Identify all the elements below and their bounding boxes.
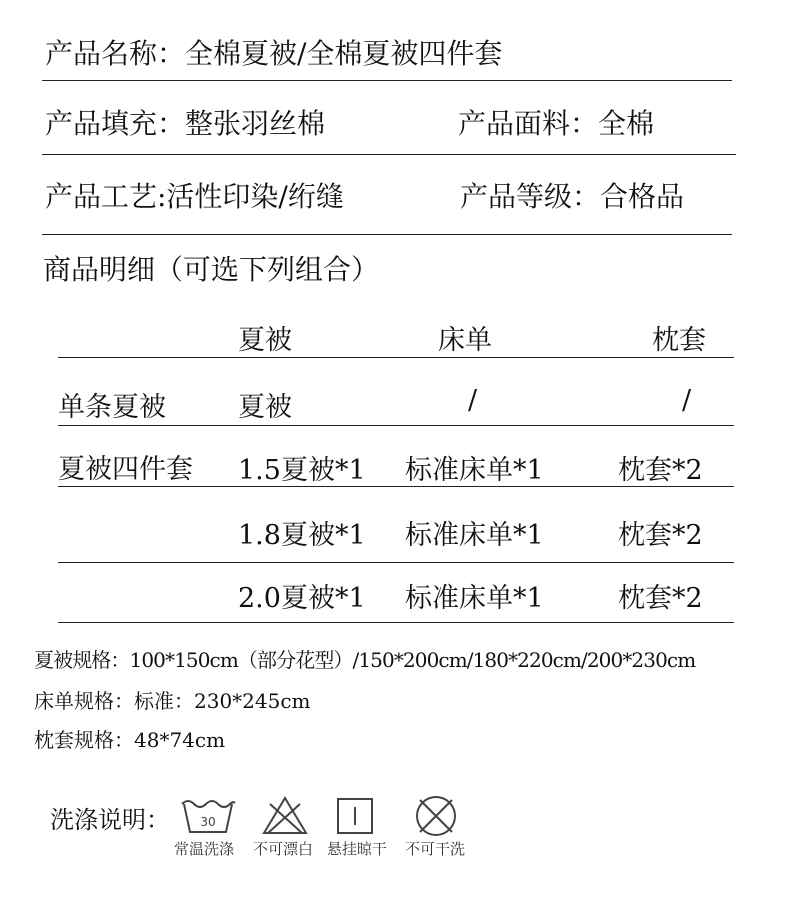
table-cell: 标准床单*1	[405, 583, 544, 614]
table-cell: 枕套*2	[618, 583, 703, 614]
care-label: 悬挂晾干	[327, 840, 388, 858]
care-title: 洗涤说明：	[50, 806, 170, 834]
product-grade: 产品等级：合格品	[460, 180, 685, 213]
detail-title: 商品明细（可选下列组合）	[43, 253, 380, 286]
table-cell: 标准床单*1	[405, 455, 544, 486]
care-label: 常温洗涤	[174, 840, 235, 858]
divider	[42, 80, 732, 81]
product-filling: 产品填充：整张羽丝棉	[45, 107, 326, 140]
table-header-pillow: 枕套	[652, 325, 706, 356]
quilt-spec: 夏被规格：100*150cm（部分花型）/150*200cm/180*220cm/200*230cm	[34, 648, 696, 672]
table-divider	[58, 486, 734, 487]
wash-temp-label: 30	[200, 815, 216, 829]
wash-30-icon	[180, 796, 236, 836]
divider	[42, 234, 732, 235]
table-cell: /	[682, 385, 692, 416]
divider	[42, 154, 736, 155]
no-dry-clean-icon	[414, 794, 458, 838]
row-label: 夏被四件套	[58, 454, 193, 485]
table-cell: 2.0夏被*1	[238, 583, 366, 614]
product-name: 产品名称：全棉夏被/全棉夏被四件套	[45, 37, 503, 70]
table-cell: 1.8夏被*1	[238, 520, 366, 551]
product-craft: 产品工艺:活性印染/绗缝	[45, 180, 344, 213]
table-divider	[58, 562, 734, 563]
table-divider	[58, 425, 734, 426]
table-divider	[58, 622, 734, 623]
table-cell: 枕套*2	[618, 455, 703, 486]
table-header-quilt: 夏被	[238, 325, 292, 356]
no-bleach-icon	[262, 796, 308, 836]
hang-dry-icon	[336, 797, 376, 835]
table-header-sheet: 床单	[438, 325, 492, 356]
table-cell: /	[468, 385, 478, 416]
table-cell: 标准床单*1	[405, 520, 544, 551]
sheet-spec: 床单规格：标准：230*245cm	[34, 689, 311, 713]
row-label: 单条夏被	[58, 392, 166, 423]
table-cell: 夏被	[238, 392, 292, 423]
product-fabric: 产品面料：全棉	[458, 107, 655, 140]
care-label: 不可干洗	[405, 840, 466, 858]
table-cell: 1.5夏被*1	[238, 455, 366, 486]
care-label: 不可漂白	[253, 840, 314, 858]
pillow-spec: 枕套规格：48*74cm	[34, 728, 226, 752]
table-cell: 枕套*2	[618, 520, 703, 551]
table-divider	[58, 357, 734, 358]
